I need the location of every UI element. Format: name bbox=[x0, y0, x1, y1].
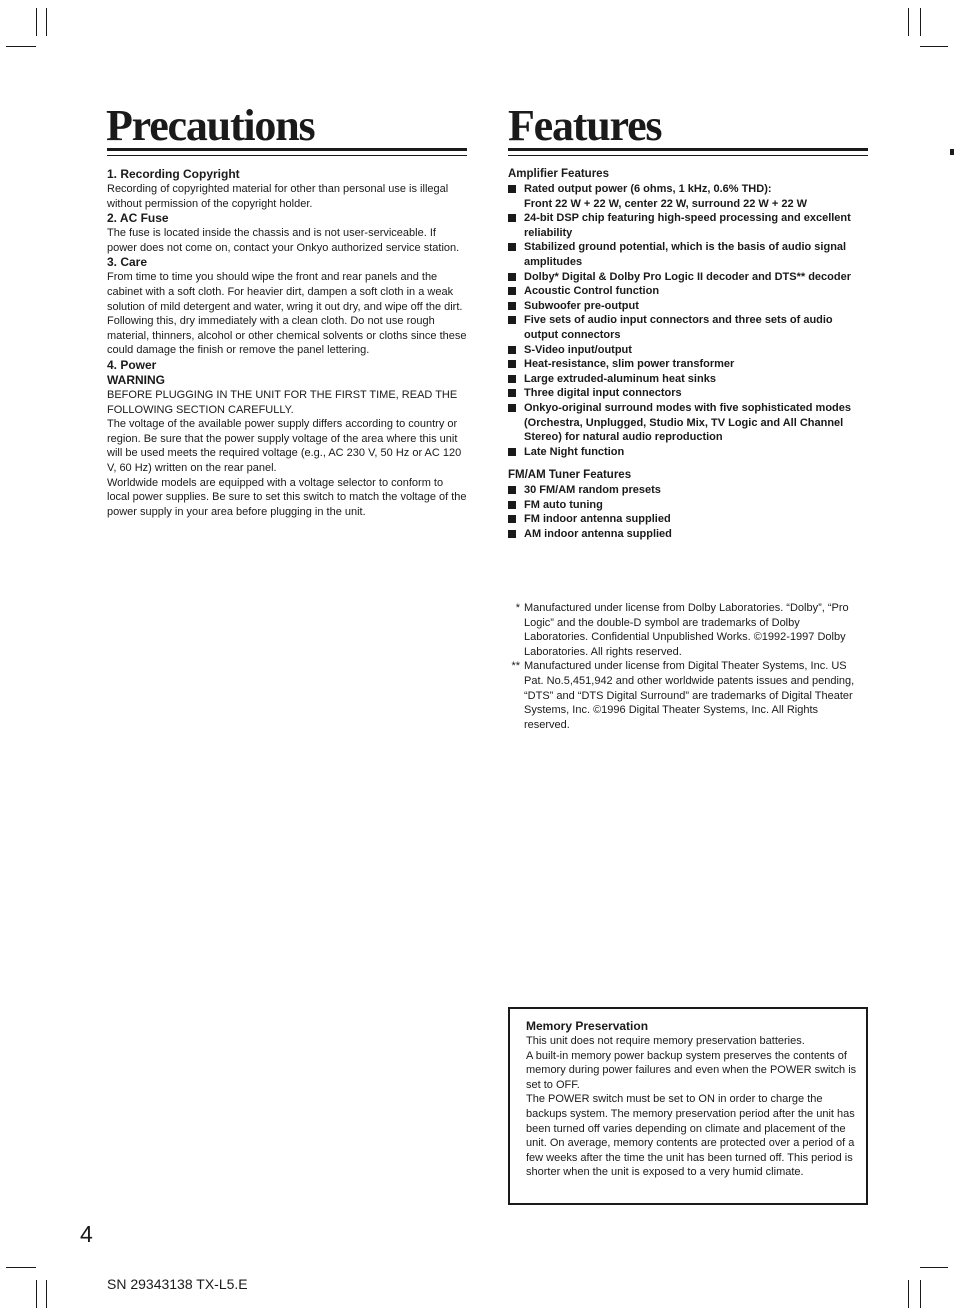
feature-text: Subwoofer pre-output bbox=[524, 299, 639, 312]
crop-mark bbox=[46, 8, 47, 36]
precautions-column bbox=[107, 167, 467, 519]
feature-item bbox=[508, 357, 860, 372]
features-title: Features bbox=[508, 101, 662, 150]
warning-heading: WARNING bbox=[107, 372, 165, 387]
feature-item bbox=[508, 527, 860, 542]
square-bullet-icon bbox=[508, 404, 516, 412]
section-text: From time to time you should wipe the front and rear panels and the cabinet with a soft cloth. For heavier dirt, dampen a soft cloth in a weak solution of mild detergent and water, wring it out dry, and wipe off the dirt. Following this, dry immediately with a clean cloth. Do not use rough material, thinners, alcohol or other chemical solvents or cloths since these could damage the finish or remove the panel lettering. bbox=[107, 271, 467, 357]
square-bullet-icon bbox=[508, 346, 516, 354]
feature-item bbox=[508, 284, 860, 299]
feature-text: FM indoor antenna supplied bbox=[524, 513, 671, 526]
section-heading-ac-fuse: 2. AC Fuse bbox=[107, 211, 169, 226]
amplifier-features-list bbox=[508, 182, 860, 459]
feature-item bbox=[508, 372, 860, 387]
crop-mark bbox=[6, 46, 36, 47]
crop-mark bbox=[908, 1280, 909, 1308]
square-bullet-icon bbox=[508, 530, 516, 538]
amplifier-features-heading: Amplifier Features bbox=[508, 168, 609, 180]
features-column bbox=[508, 167, 860, 542]
feature-text: Acoustic Control function bbox=[524, 285, 660, 298]
feature-item bbox=[508, 211, 860, 240]
tuner-features-list bbox=[508, 483, 860, 541]
feature-text: 24-bit DSP chip featuring high-speed processing and excellent reliability bbox=[524, 212, 851, 239]
feature-item bbox=[508, 343, 860, 358]
crop-mark bbox=[36, 8, 37, 36]
section-text: The voltage of the available power supply differs according to country or region. Be sure that the power supply voltage of the area where this unit will be used meets the required voltage (e.g., AC 230 V, 50 Hz or AC 120 V, 60 Hz) written on the rear panel. bbox=[107, 418, 462, 474]
feature-item bbox=[508, 512, 860, 527]
section-heading-power: 4. Power bbox=[107, 357, 157, 372]
feature-text: Onkyo-original surround modes with five sophisticated modes (Orchestra, Unplugged, Studio Mix, TV Logic and All Channel Stereo) for natural audio reproduction bbox=[524, 401, 851, 444]
square-bullet-icon bbox=[508, 448, 516, 456]
square-bullet-icon bbox=[508, 515, 516, 523]
footnote-text: Manufactured under license from Dolby Laboratories. “Dolby”, “Pro Logic” and the double-D symbol are trademarks of Dolby Laboratories. Confidential Unpublished Works. ©1992-1997 Dolby Laboratories. All rights reserved. bbox=[524, 602, 849, 658]
feature-item bbox=[508, 313, 860, 342]
memory-text: A built-in memory power backup system preserves the contents of memory during power failures and even when the POWER switch is set to OFF. bbox=[526, 1049, 857, 1091]
crop-mark bbox=[920, 1267, 948, 1268]
feature-text: FM auto tuning bbox=[524, 498, 603, 511]
edge-mark bbox=[950, 149, 954, 155]
footnote-text: Manufactured under license from Digital Theater Systems, Inc. US Pat. No.5,451,942 and other worldwide patents issues and pending, “DTS” and “DTS Digital Surround” are trademarks of Digital Theater Systems, Inc. ©1996 Digital Theater Systems, Inc. All Rights reserved. bbox=[524, 660, 855, 731]
crop-mark bbox=[908, 8, 909, 36]
feature-text: Dolby* Digital & Dolby Pro Logic II decoder and DTS** decoder bbox=[524, 270, 851, 283]
footer-code: SN 29343138 TX-L5.E bbox=[107, 1276, 248, 1292]
footnote bbox=[510, 659, 862, 732]
section-text: Worldwide models are equipped with a voltage selector to conform to local power supplies. Be sure to set this switch to match the voltage of the power supply in your area before plugging in the unit. bbox=[107, 476, 467, 518]
precautions-title-rule bbox=[107, 148, 467, 156]
tuner-features-heading: FM/AM Tuner Features bbox=[508, 469, 632, 482]
square-bullet-icon bbox=[508, 243, 516, 251]
footnote-mark: ** bbox=[511, 660, 520, 673]
square-bullet-icon bbox=[508, 287, 516, 295]
square-bullet-icon bbox=[508, 501, 516, 509]
section-text: Recording of copyrighted material for other than personal use is illegal without permission of the copyright holder. bbox=[107, 183, 449, 210]
feature-item bbox=[508, 182, 860, 211]
feature-text: Large extruded-aluminum heat sinks bbox=[524, 372, 716, 385]
feature-text: Three digital input connectors bbox=[524, 387, 682, 400]
memory-text: This unit does not require memory preservation batteries. bbox=[526, 1035, 805, 1047]
feature-item bbox=[508, 299, 860, 314]
section-heading-care: 3. Care bbox=[107, 255, 148, 270]
crop-mark bbox=[46, 1280, 47, 1308]
memory-preservation-heading: Memory Preservation bbox=[526, 1019, 649, 1033]
footnote-mark: * bbox=[515, 602, 520, 614]
feature-item bbox=[508, 270, 860, 285]
feature-text: Late Night function bbox=[524, 445, 625, 458]
square-bullet-icon bbox=[508, 389, 516, 397]
feature-item bbox=[508, 240, 860, 269]
feature-text: S-Video input/output bbox=[524, 343, 632, 356]
crop-mark bbox=[920, 46, 948, 47]
feature-text: Heat-resistance, slim power transformer bbox=[524, 358, 735, 371]
feature-text: 30 FM/AM random presets bbox=[524, 484, 661, 497]
feature-item bbox=[508, 401, 860, 445]
feature-text: Rated output power (6 ohms, 1 kHz, 0.6% THD): Front 22 W + 22 W, center 22 W, surround 22 W + 22 W bbox=[524, 183, 808, 210]
feature-text: Stabilized ground potential, which is the basis of audio signal amplitudes bbox=[524, 241, 847, 268]
feature-item bbox=[508, 483, 860, 498]
square-bullet-icon bbox=[508, 214, 516, 222]
square-bullet-icon bbox=[508, 302, 516, 310]
trademark-footnotes bbox=[510, 601, 862, 732]
crop-mark bbox=[920, 8, 921, 36]
square-bullet-icon bbox=[508, 486, 516, 494]
crop-mark bbox=[6, 1267, 36, 1268]
section-text: The fuse is located inside the chassis and is not user-serviceable. If power does not come on, contact your Onkyo authorized service station. bbox=[107, 227, 460, 254]
section-text: BEFORE PLUGGING IN THE UNIT FOR THE FIRST TIME, READ THE FOLLOWING SECTION CAREFULLY. bbox=[107, 388, 458, 416]
crop-mark bbox=[36, 1280, 37, 1308]
square-bullet-icon bbox=[508, 273, 516, 281]
crop-mark bbox=[920, 1280, 921, 1308]
square-bullet-icon bbox=[508, 360, 516, 368]
square-bullet-icon bbox=[508, 185, 516, 193]
feature-text: Five sets of audio input connectors and three sets of audio output connectors bbox=[524, 314, 833, 341]
square-bullet-icon bbox=[508, 375, 516, 383]
section-heading-recording-copyright: 1. Recording Copyright bbox=[107, 167, 240, 181]
features-title-rule bbox=[508, 148, 868, 156]
square-bullet-icon bbox=[508, 316, 516, 324]
feature-text: AM indoor antenna supplied bbox=[524, 528, 672, 541]
footnote bbox=[510, 601, 862, 659]
feature-item bbox=[508, 386, 860, 401]
feature-item bbox=[508, 445, 860, 460]
page-number: 4 bbox=[80, 1221, 93, 1247]
memory-preservation-box bbox=[508, 1007, 868, 1205]
memory-text: The POWER switch must be set to ON in order to charge the backups system. The memory preservation period after the unit has been turned off varies depending on climate and placement of the unit. On average, memory contents are protected over a period of a few weeks after the time the unit has been turned off. This period is shorter when the unit is exposed to a very humid climate. bbox=[526, 1093, 855, 1179]
feature-item bbox=[508, 498, 860, 513]
precautions-title: Precautions bbox=[106, 101, 315, 150]
